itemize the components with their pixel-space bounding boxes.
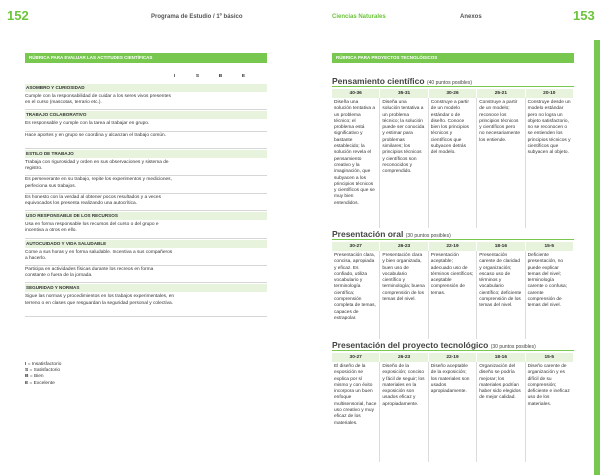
row-divider [25,109,267,110]
rubric-cell: Deficiente presentación, no puede explicar temas del nivel; terminología carente o confusa; carente comprensión de temas del nivel. [527,253,568,309]
category-label: SEGURIDAD Y NORMAS [26,285,80,291]
item-text: Sigue las normas y procedimientos en los trabajos experimentales, en terreno o en clases que resguardan la seguridad personal y colectiva. [25,294,175,306]
score-header: 30-27 [332,353,380,362]
scale-header-i: I [173,74,176,79]
score-header: 40-36 [332,89,380,98]
section-divider [332,86,574,87]
rubric-category [25,284,267,292]
rubric-cell: Diseña una solución tentativa a un problema técnico; la solución puede ser conocida y estimar para problemas similares; los principios técnicos y científicos son reconocidos y comprendido. [380,98,428,228]
score-header: 15-5 [526,353,574,362]
rubric-grid-oral-presentation [332,242,574,339]
rubric-item [25,94,267,106]
legend-item: E = Excelente [25,380,55,386]
score-header: 22-19 [429,353,477,362]
rubric-cell: Construye desde un modelo estándar pero no logra un objeto satisfactorio, no se reconocen o se entienden los principios técnicos y científicos que subyacen al objeto. [527,100,571,156]
rubric-category [25,84,267,92]
running-head-left: Programa de Estudio / 1º básico [151,14,243,20]
score-header: 26-23 [380,242,428,251]
row-divider [25,316,267,317]
item-text: Es honesto con la verdad al obtener pocos resultados y a veces equivocados los presenta realizando una autocrítica. [25,194,161,206]
section-divider [332,350,574,351]
item-text: Es perseverante en su trabajo, repite los experimentos y mediciones, perfeciona sus trabajos. [25,177,172,189]
score-header: 18-16 [477,242,525,251]
item-text: Usa en forma responsable los recursos del curso o del grupo e incentiva a otros en ello. [25,222,159,234]
scale-header-b: B [218,74,223,79]
section-title-project-presentation: Presentación del proyecto tecnológico (30 puntos posibles) [332,340,536,350]
score-header: 22-19 [429,242,477,251]
row-divider [25,238,267,239]
rubric-cell: Diseño aceptable de la exposición; los materiales son usados apropiadamente. [429,362,477,462]
running-head-annex: Anexos [460,14,482,20]
category-label: USO RESPONSABLE DE LOS RECURSOS [26,213,118,219]
rubric-item [25,121,267,127]
rubric-cell: Diseño carente de organización y es difícil de su comprensión; deficiente e ineficaz uso de los materiales. [527,364,570,407]
score-header: 15-5 [526,242,574,251]
rubric-item [25,133,267,139]
score-header: 20-10 [526,89,574,98]
rubric-cell: Diseño de la exposición; conciso y fácil de seguir; los materiales en la exposición son usados eficaz y apropiadamente. [380,362,428,462]
row-divider [25,210,267,211]
category-label: TRABAJO COLABORATIVO [26,112,87,118]
rubric-projects-title-bar: RÚBRICA PARA PROYECTOS TECNOLÓGICOS [332,53,574,63]
running-head-subject: Ciencias Naturales [332,14,386,20]
rubric-cell: Presentación clara y bien organizada, buen uso de vocabulario científico y terminología; buena comprensión de los temas del nivel. [380,251,428,339]
rubric-item [25,250,267,262]
category-label: ESTILO DE TRABAJO [26,151,74,156]
item-text: Cumple con la responsabilidad de cuidar a los seres vivos presentes en el curso (mascotas, terrario etc.). [25,94,171,106]
section-title-oral-presentation: Presentación oral (30 puntos posibles) [332,229,451,239]
item-text: Participa en actividades físicas durante los recreos en forma constante o fuera de la jornada. [25,267,154,279]
page-number-left: 152 [7,8,29,23]
legend-item: I = Insatisfactorio [25,362,62,367]
score-header: 30-26 [429,89,477,98]
row-divider [25,148,267,149]
legend-item: S = Satisfactorio [25,368,61,374]
item-text: Es responsable y cumple con la tarea al trabajar en grupo. [25,121,150,127]
rubric-cell: Organización del diseño se podría mejorar; los materiales podrían haber sido elegidos de mejor calidad. [477,362,525,462]
rubric-item [25,294,267,306]
rubric-cell: Presentación aceptable; adecuado uso de términos científicos; aceptable comprensión de temas. [429,251,477,339]
rubric-cell: El diseño de la exposición se explica por sí mismo y con éxito incorpora un buen enfoque multisensorial, hace uso creativo y muy eficaz de los materiales. [332,362,380,462]
scale-header-e: E [241,74,246,79]
row-divider [25,265,267,266]
page-edge-tab [594,40,600,475]
score-header: 18-16 [477,353,525,362]
rubric-item [25,267,267,279]
rubric-grid-project-presentation [332,353,574,462]
category-label: ASOMBRO Y CURIOSIDAD [26,85,85,90]
rubric-item [25,222,267,234]
item-text: Come a sus horas y en forma saludable. Incentiva a sus compañeros a hacerlo. [25,249,173,261]
legend-item: B = Bien [25,374,44,380]
row-divider [25,282,267,283]
rubric-category [25,111,267,119]
rubric-item [25,177,267,189]
rubric-cell: Diseña una solución tentativa a un problema técnico; el problema está significativo y bastante establecido; la solución revela el pensamiento creativo y la imaginación, que subyacen a los principios técnicos y científicos que se muy bien entendidos. [332,98,380,228]
item-text: Trabaja con rigurosidad y orden en sus observaciones y sistema de registro. [25,160,169,172]
category-label: AUTOCUIDADO Y VIDA SALUDABLE [26,240,107,246]
score-header: 35-31 [380,89,428,98]
rubric-legend [25,362,61,387]
row-divider [25,131,267,132]
rubric-attitudes-title-bar: RÚBRICA PARA EVALUAR LAS ACTITUDES CIENTÍFICAS [25,53,267,63]
score-header: 25-21 [477,89,525,98]
rubric-cell: Construye a partir de un modelo; reconoce los principios técnicos y científicos pero no necesariamente los entiende. [477,98,525,228]
rubric-cell: Construye a partir de un modelo estándar o de diseño. Conoce bien los principios técnicos y científicos que subyacen detrás del modelo. [429,98,477,228]
rubric-category [25,150,267,158]
rubric-cell: Presentación carente de claridad y organización; escaso uso de términos y vocabulario científico; deficiente comprensión de los temas del nivel. [477,251,525,339]
rubric-category [25,240,267,248]
rubric-cell: Presentación clara, concisa, apropiada y eficaz. Es confiado, utiliza vocabulario y terminología científica; comprensión completa de temas, capaces de extrapolar. [332,251,380,339]
score-header: 26-23 [380,353,428,362]
rubric-grid-scientific-thinking [332,89,574,228]
item-text: Hace aportes y en grupo se coordina y alcanzan el trabajo común. [25,132,167,138]
scale-header-s: S [195,74,200,79]
rubric-item [25,195,267,207]
rubric-item [25,160,267,172]
scale-header [163,74,255,79]
section-divider [332,239,574,240]
rubric-category [25,212,267,220]
section-title-scientific-thinking: Pensamiento científico (40 puntos posibles) [332,76,472,86]
score-header: 30-27 [332,242,380,251]
row-divider [25,193,267,194]
page-number-right: 153 [573,8,595,23]
